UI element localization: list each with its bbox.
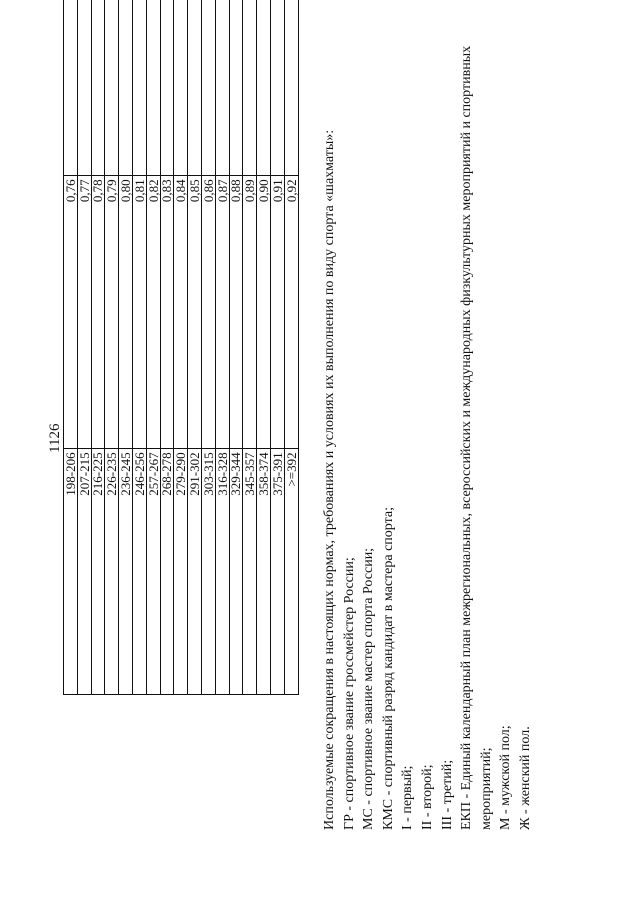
table-row — [160, 0, 174, 695]
complement-cell — [77, 0, 91, 176]
abbreviation-line: I - первый; — [400, 765, 416, 830]
coefficient-cell: 0,76 — [64, 176, 78, 449]
complement-cell — [146, 0, 160, 176]
range-cell: 207-215 — [77, 449, 91, 695]
range-cell: 303-315 — [201, 449, 215, 695]
complement-cell — [284, 0, 298, 176]
coefficient-cell: 0,91 — [270, 176, 284, 449]
range-cell: 358-374 — [257, 449, 271, 695]
abbreviation-line: ЕКП - Единый календарный план межрегиональных, всероссийских и международных физкультурных мероприятий и спортивных мероприятий; — [459, 45, 494, 830]
table-row — [243, 0, 257, 695]
abbreviations-intro: Используемые сокращения в настоящих нормах, требованиях и условиях их выполнения по виду спорта «шахматы»: — [322, 129, 337, 830]
table-row — [146, 0, 160, 695]
coefficient-cell: 0,92 — [284, 176, 298, 449]
range-cell: 268-278 — [160, 449, 174, 695]
coefficient-cell: 0,77 — [77, 176, 91, 449]
coefficient-cell: 0,89 — [243, 176, 257, 449]
range-cell: 291-302 — [188, 449, 202, 695]
coefficient-cell: 0,85 — [188, 176, 202, 449]
range-cell: 216-225 — [91, 449, 105, 695]
abbreviation-line: КМС - спортивный разряд кандидат в мастера спорта; — [380, 507, 396, 830]
complement-cell — [64, 0, 78, 176]
table-row — [188, 0, 202, 695]
coefficient-cell: 0,78 — [91, 176, 105, 449]
range-cell: 279-290 — [174, 449, 188, 695]
complement-cell — [132, 0, 146, 176]
complement-cell — [229, 0, 243, 176]
range-cell: 236-245 — [119, 449, 133, 695]
coefficient-cell: 0,83 — [160, 176, 174, 449]
complement-cell — [174, 0, 188, 176]
complement-cell — [201, 0, 215, 176]
table-row — [229, 0, 243, 695]
complement-cell — [270, 0, 284, 176]
table-row — [91, 0, 105, 695]
complement-cell — [160, 0, 174, 176]
abbreviation-line: III - третий; — [439, 759, 455, 830]
table-row — [105, 0, 119, 695]
abbreviation-line: М - мужской пол; — [498, 725, 514, 830]
range-cell: 257-267 — [146, 449, 160, 695]
abbreviation-line: МС - спортивное звание мастер спорта России; — [361, 547, 377, 830]
complement-cell — [188, 0, 202, 176]
range-cell: 375-391 — [270, 449, 284, 695]
complement-cell — [91, 0, 105, 176]
coefficient-cell: 0,86 — [201, 176, 215, 449]
table-row — [119, 0, 133, 695]
coefficient-cell: 0,82 — [146, 176, 160, 449]
range-cell: 198-206 — [64, 449, 78, 695]
coefficient-cell: 0,87 — [215, 176, 229, 449]
abbreviation-line: ГР - спортивное звание гроссмейстер России; — [341, 557, 357, 830]
norms-table — [63, 0, 299, 695]
coefficient-cell: 0,90 — [257, 176, 271, 449]
table-row — [132, 0, 146, 695]
table-row — [270, 0, 284, 695]
table-row — [284, 0, 298, 695]
range-cell: 246-256 — [132, 449, 146, 695]
abbreviation-line: Ж - женский пол. — [517, 726, 533, 830]
coefficient-cell: 0,80 — [119, 176, 133, 449]
range-cell: 329-344 — [229, 449, 243, 695]
table-row — [257, 0, 271, 695]
range-cell: 345-357 — [243, 449, 257, 695]
complement-cell — [257, 0, 271, 176]
coefficient-cell: 0,79 — [105, 176, 119, 449]
page-number: 1126 — [47, 423, 63, 453]
abbreviations-section — [320, 10, 536, 830]
table-row — [77, 0, 91, 695]
complement-cell — [215, 0, 229, 176]
range-cell: 316-328 — [215, 449, 229, 695]
table-row — [215, 0, 229, 695]
coefficient-cell: 0,84 — [174, 176, 188, 449]
table-row — [64, 0, 78, 695]
complement-cell — [119, 0, 133, 176]
range-cell: >=392 — [284, 449, 298, 695]
coefficient-cell: 0,81 — [132, 176, 146, 449]
coefficient-cell: 0,88 — [229, 176, 243, 449]
table-row — [174, 0, 188, 695]
abbreviation-line: II - второй; — [419, 764, 435, 830]
table-row — [201, 0, 215, 695]
range-cell: 226-235 — [105, 449, 119, 695]
complement-cell — [243, 0, 257, 176]
complement-cell — [105, 0, 119, 176]
